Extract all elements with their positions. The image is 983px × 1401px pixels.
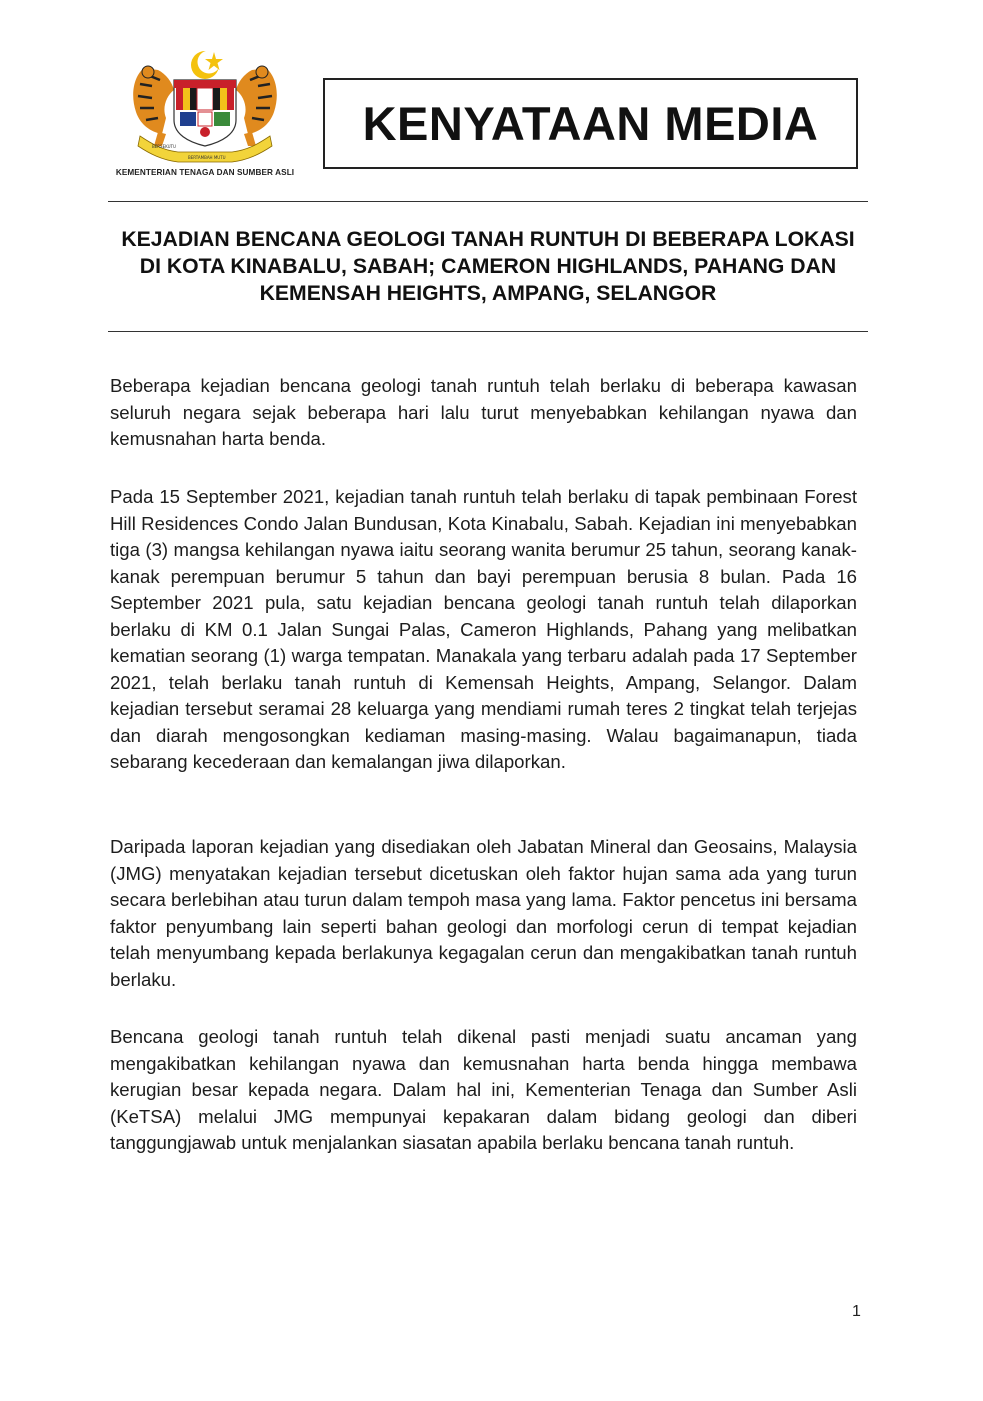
media-statement-banner bbox=[323, 78, 858, 169]
banner-title: KENYATAAN MEDIA bbox=[362, 97, 819, 150]
malaysia-coat-of-arms-icon bbox=[122, 46, 288, 164]
motto-left-text: BERSEKUTU bbox=[152, 144, 176, 149]
body-paragraph: Bencana geologi tanah runtuh telah dikenal pasti menjadi suatu ancaman yang mengakibatkan kehilangan nyawa dan kemusnahan harta benda hingga membawa kerugian besar kepada negara. Dalam hal ini, Kementerian Tenaga dan Sumber Asli (KeTSA) melalui JMG mempunyai kepakaran dalam bidang geologi dan diberi tanggungjawab untuk menjalankan siasatan apabila berlaku bencana tanah runtuh. bbox=[110, 1026, 857, 1153]
headline: KEJADIAN BENCANA GEOLOGI TANAH RUNTUH DI BEBERAPA LOKASI DI KOTA KINABALU, SABAH; CAMERON HIGHLANDS, PAHANG DAN KEMENSAH HEIGHTS, AMPANG, SELANGOR bbox=[121, 228, 855, 305]
left-tiger-icon bbox=[133, 66, 174, 146]
ministry-name: KEMENTERIAN TENAGA DAN SUMBER ASLI bbox=[115, 168, 295, 177]
body-paragraph: Beberapa kejadian bencana geologi tanah runtuh telah berlaku di beberapa kawasan seluruh negara sejak beberapa hari lalu turut menyebabkan kehilangan nyawa dan kemusnahan harta benda. bbox=[110, 375, 857, 449]
ministry-logo bbox=[112, 46, 298, 181]
page-number: 1 bbox=[852, 1303, 861, 1320]
shield-icon bbox=[174, 80, 236, 146]
crest-star-crescent bbox=[191, 51, 223, 80]
right-tiger-icon bbox=[236, 66, 277, 146]
top-divider bbox=[108, 201, 868, 202]
body-paragraph: Pada 15 September 2021, kejadian tanah runtuh telah berlaku di tapak pembinaan Forest Hill Residences Condo Jalan Bundusan, Kota Kinabalu, Sabah. Kejadian ini menyebabkan tiga (3) mangsa kehilangan nyawa iaitu seorang wanita berumur 25 tahun, seorang kanak-kanak perempuan berumur 5 tahun dan bayi perempuan berusia 8 bulan. Pada 16 September 2021 pula, satu kejadian bencana geologi tanah runtuh telah dilaporkan berlaku di KM 0.1 Jalan Sungai Palas, Cameron Highlands, Pahang yang melibatkan kematian seorang (1) warga tempatan. Manakala yang terbaru adalah pada 17 September 2021, telah berlaku tanah runtuh di Kemensah Heights, Ampang, Selangor. Dalam kejadian tersebut seramai 28 keluarga yang mendiami rumah teres 2 tingkat telah terjejas dan diarah mengosongkan kediaman masing-masing. Walau bagaimanapun, tiada sebarang kecederaan dan kemalangan jiwa dilaporkan. bbox=[110, 486, 857, 772]
body-paragraph: Daripada laporan kejadian yang disediakan oleh Jabatan Mineral dan Geosains, Malaysia (JMG) menyatakan kejadian tersebut dicetuskan oleh faktor hujan sama ada yang turun secara berlebihan atau turun dalam tempoh masa yang lama. Faktor pencetus ini bersama faktor penyumbang lain seperti bahan geologi dan morfologi cerun di tempat kejadian telah menyumbang kepada berlakunya kegagalan cerun dan mengakibatkan tanah runtuh berlaku. bbox=[110, 836, 857, 990]
bottom-divider bbox=[108, 331, 868, 332]
motto-center-text: BERTAMBAH MUTU bbox=[188, 155, 226, 160]
